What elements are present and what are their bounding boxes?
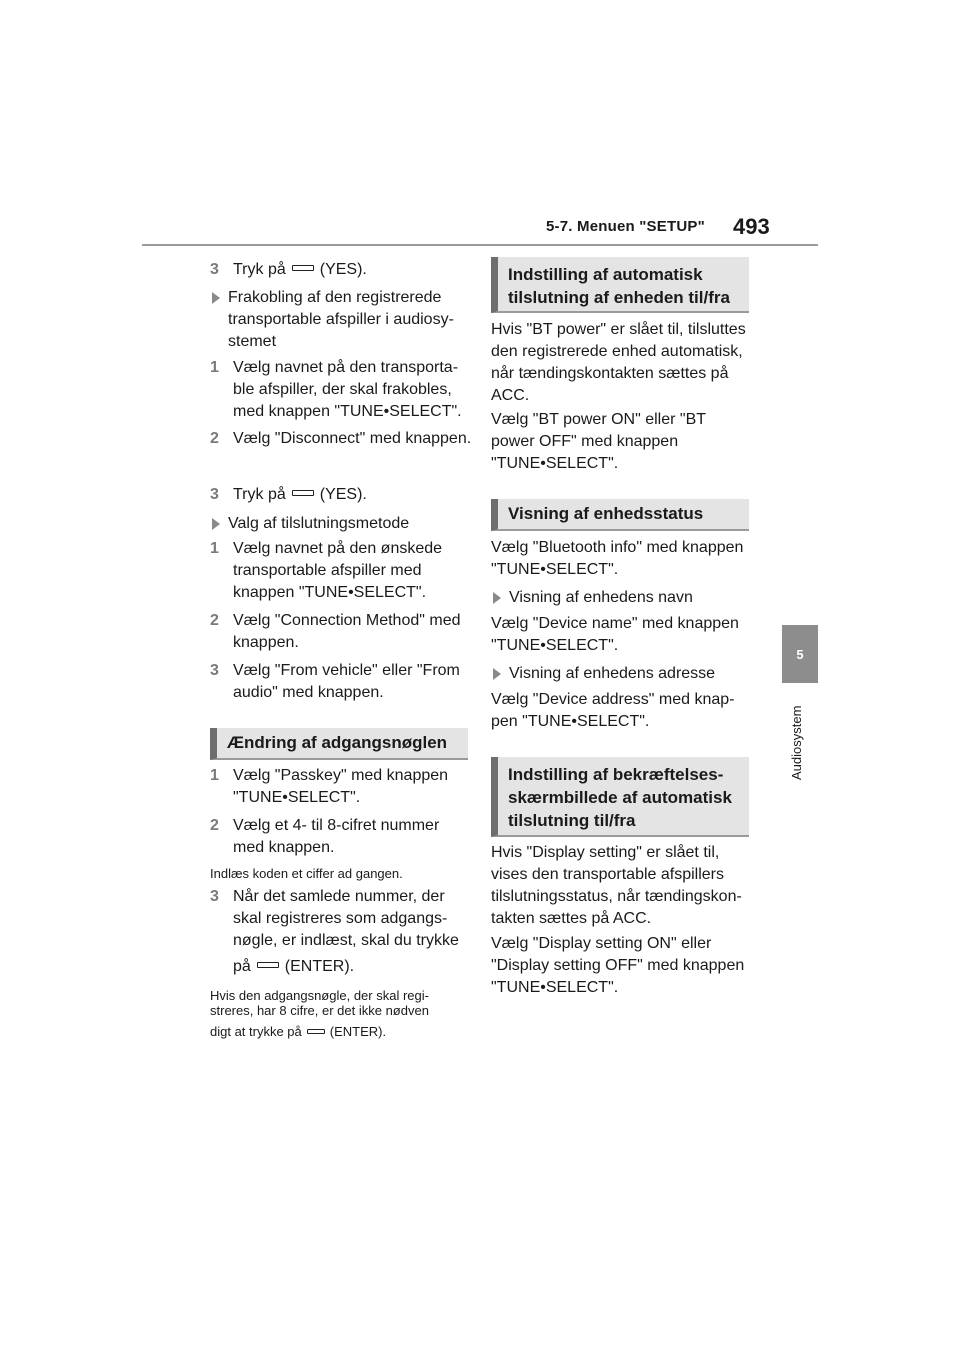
- para-display-setting-on: Vælg "Display setting ON" eller "Display setting OFF" med knappen "TUNE•SELECT".: [491, 935, 745, 996]
- triangle-bullet-icon: [212, 518, 220, 530]
- note-8-cifre: Hvis den adgangsnøgle, der skal registreres, har 8 cifre, er det ikke nødven digt at trykke på (ENTER).: [210, 988, 429, 1039]
- button-icon: [292, 490, 314, 496]
- step-samlede-nummer: 3 Når det samlede nummer, der skal registreres som adgangsnøgle, er indlæst, skal du trykke på (ENTER).: [210, 888, 459, 975]
- step-disconnect: 2 Vælg "Disconnect" med knappen.: [210, 430, 472, 447]
- heading-adgangsnoegle: Ændring af adgangsnøglen: [210, 728, 468, 760]
- triangle-bullet-icon: [493, 668, 501, 680]
- triangle-bullet-icon: [493, 592, 501, 604]
- header-divider: [142, 244, 818, 246]
- chapter-label: [787, 690, 815, 790]
- triangle-bullet-icon: [212, 292, 220, 304]
- step-tryk-yes-2: 3 Tryk på (YES).: [210, 486, 367, 503]
- bullet-tilslutningsmetode: Valg af tilslutningsmetode: [210, 513, 472, 535]
- heading-automatisk-tilslutning: Indstilling af automatisk tilslutning af enheden til/fra: [491, 257, 749, 313]
- button-icon: [292, 265, 314, 271]
- para-bluetooth-info: Vælg "Bluetooth info" med knappen "TUNE•SELECT".: [491, 539, 744, 578]
- step-vaelg-navn-1: 1 Vælg navnet på den transportable afspiller, der skal frakobles, med knappen "TUNE•SELECT".: [210, 359, 462, 420]
- para-display-setting: Hvis "Display setting" er slået til, vises den transportable afspillers tilslutningsstatus, når tændingskontakten sættes på ACC.: [491, 844, 742, 927]
- step-tryk-yes-1: [210, 259, 472, 281]
- page-number: 493: [733, 214, 770, 239]
- step-connection-method: 2 Vælg "Connection Method" med knappen.: [210, 612, 461, 651]
- step-number: 3: [210, 261, 219, 278]
- para-device-address: Vælg "Device address" med knappen "TUNE•SELECT".: [491, 691, 735, 730]
- para-device-name: Vælg "Device name" med knappen "TUNE•SELECT".: [491, 615, 739, 654]
- chapter-label-text: Audiosystem: [789, 705, 804, 780]
- para-bt-power: Hvis "BT power" er slået til, tilsluttes den registrerede enhed automatisk, når tændingskontakten sættes på ACC.: [491, 321, 746, 404]
- step-cifret-nummer: 2 Vælg et 4- til 8-cifret nummer med knappen.: [210, 817, 440, 856]
- step-text: (YES).: [319, 261, 367, 278]
- button-icon: [257, 962, 279, 968]
- section-title: 5-7. Menuen "SETUP": [546, 218, 705, 235]
- bullet-enhedens-navn: Visning af enhedens navn: [491, 587, 753, 609]
- note-ciffer: Indlæs koden et ciffer ad gangen.: [210, 866, 403, 881]
- step-from-vehicle: 3 Vælg "From vehicle" eller "From audio" med knappen.: [210, 662, 460, 701]
- para-bt-power-on: Vælg "BT power ON" eller "BT power OFF" med knappen "TUNE•SELECT".: [491, 411, 706, 472]
- heading-enhedsstatus: Visning af enhedsstatus: [491, 499, 749, 531]
- step-passkey: 1 Vælg "Passkey" med knappen "TUNE•SELECT".: [210, 767, 449, 806]
- chapter-number: 5: [796, 646, 804, 662]
- button-icon: [307, 1029, 325, 1034]
- step-vaelg-navn-2: 1 Vælg navnet på den ønskede transportable afspiller med knappen "TUNE•SELECT".: [210, 540, 443, 601]
- chapter-tab: [782, 625, 818, 683]
- step-text: Tryk på: [233, 261, 286, 278]
- heading-bekraeftelsesskaermbillede: Indstilling af bekræftelsesskærmbillede af automatisk tilslutning til/fra: [491, 757, 749, 837]
- bullet-enhedens-adresse: Visning af enhedens adresse: [491, 663, 753, 685]
- bullet-frakobling: Frakobling af den registrerede transportable afspiller i audiosystemet: [210, 287, 472, 353]
